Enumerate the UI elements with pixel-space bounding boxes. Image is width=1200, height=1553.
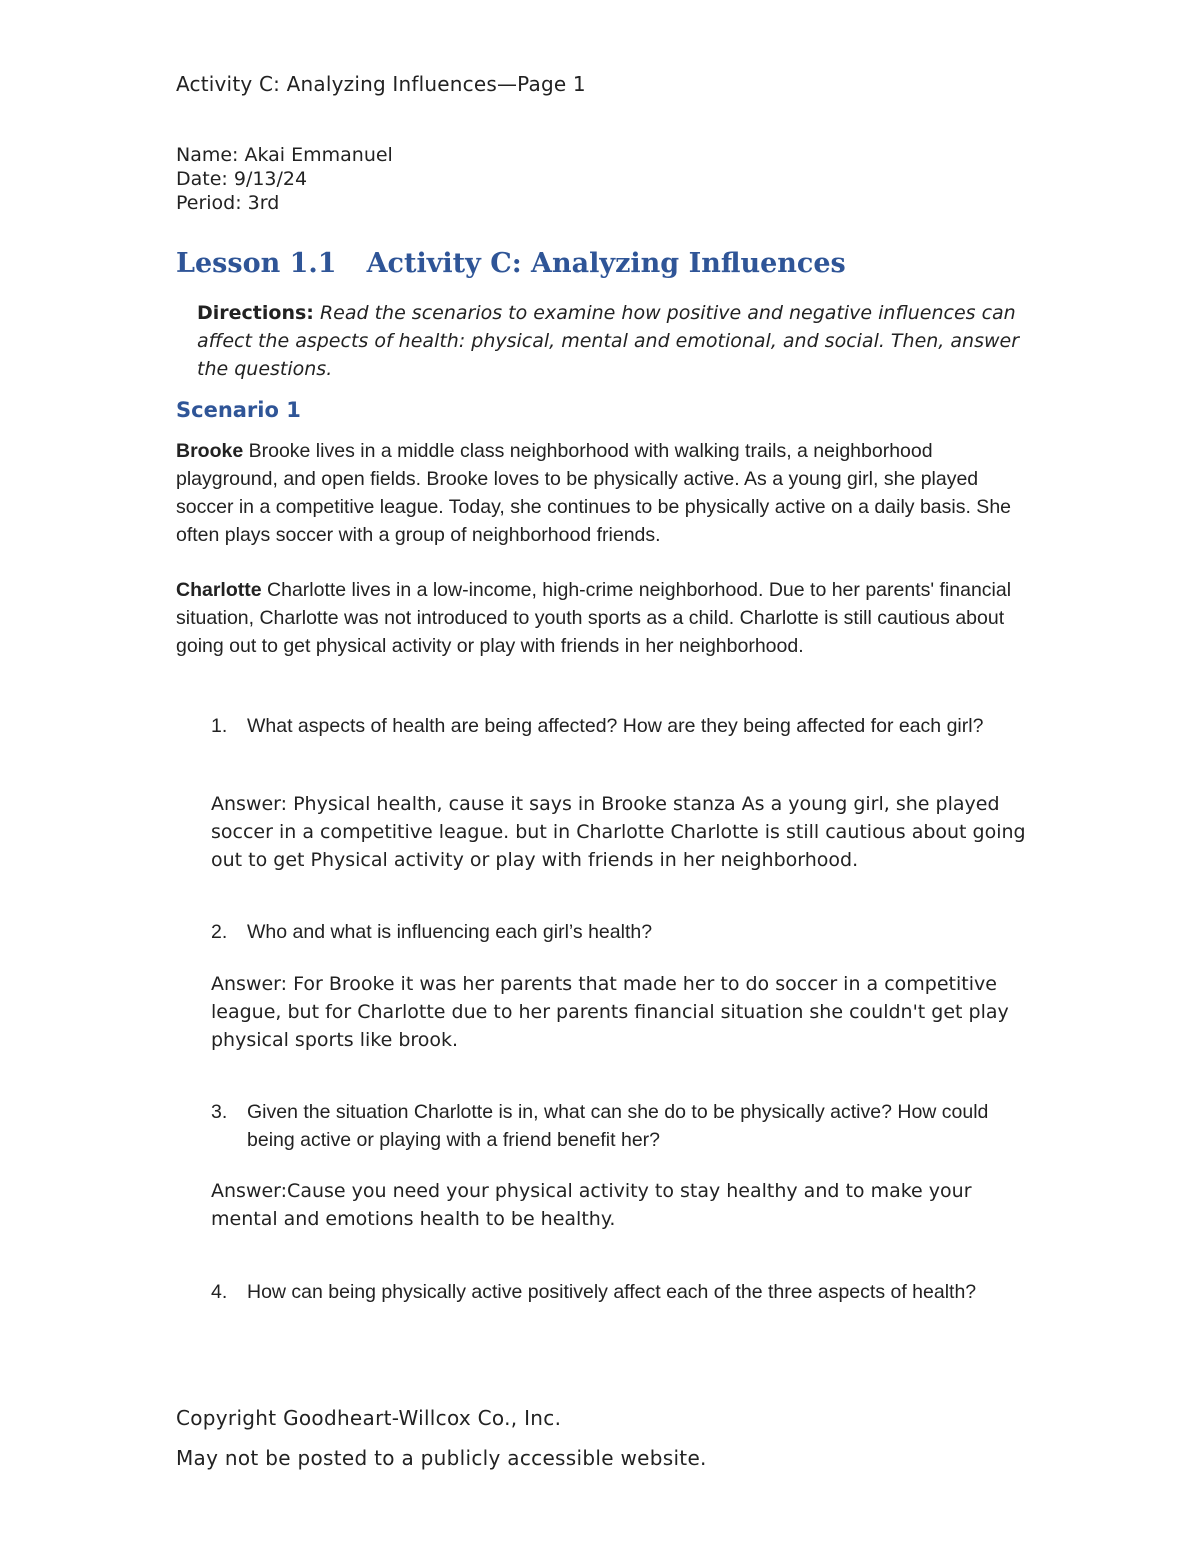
question-number: 1. xyxy=(211,715,228,737)
footer-notice: May not be posted to a publicly accessible website. xyxy=(176,1446,707,1470)
question-text: Who and what is influencing each girl’s health? xyxy=(247,921,653,943)
brooke-name: Brooke xyxy=(176,440,244,462)
directions-text: Read the scenarios to examine how positive and negative influences can affect the aspects of health: physical, mental and emotional, and social. Then, answer the questions. xyxy=(197,302,1020,380)
question-number: 4. xyxy=(211,1281,228,1303)
directions-label: Directions: xyxy=(197,302,314,324)
question-number: 3. xyxy=(211,1101,228,1123)
student-date: Date: 9/13/24 xyxy=(176,168,308,190)
charlotte-name: Charlotte xyxy=(176,579,262,601)
question-4 xyxy=(211,1278,1031,1306)
lesson-title xyxy=(176,248,846,279)
answer-3: Answer:Cause you need your physical activity to stay healthy and to make your mental and emotions health to be healthy. xyxy=(211,1180,972,1230)
question-1 xyxy=(211,712,1031,740)
question-3 xyxy=(211,1098,1031,1154)
answer-1: Answer: Physical health, cause it says in Brooke stanza As a young girl, she played soccer in a competitive league. but in Charlotte Charlotte is still cautious about going out to get Physical activity or play with friends in her neighborhood. xyxy=(211,793,1026,871)
lesson-name: Activity C: Analyzing Influences xyxy=(366,248,846,279)
scenario-title: Scenario 1 xyxy=(176,398,301,422)
question-text: Given the situation Charlotte is in, what can she do to be physically active? How could being active or playing with a friend benefit her? xyxy=(247,1101,989,1151)
answer-2: Answer: For Brooke it was her parents that made her to do soccer in a competitive league, but for Charlotte due to her parents financial situation she couldn't get play physical sports like brook. xyxy=(211,973,1009,1051)
page-header: Activity C: Analyzing Influences—Page 1 xyxy=(176,72,586,96)
student-name: Name: Akai Emmanuel xyxy=(176,144,393,166)
directions xyxy=(197,299,1027,383)
footer-copyright: Copyright Goodheart-Willcox Co., Inc. xyxy=(176,1406,562,1430)
charlotte-text: Charlotte lives in a low-income, high-crime neighborhood. Due to her parents' financial situation, Charlotte was not introduced to youth sports as a child. Charlotte is still cautious about going out to get physical activity or play with friends in her neighborhood. xyxy=(176,579,1012,657)
question-number: 2. xyxy=(211,921,228,943)
brooke-text: Brooke lives in a middle class neighborhood with walking trails, a neighborhood playground, and open fields. Brooke loves to be physically active. As a young girl, she played soccer in a competitive league. Today, she continues to be physically active on a daily basis. She often plays soccer with a group of neighborhood friends. xyxy=(176,440,1012,546)
lesson-number: Lesson 1.1 xyxy=(176,248,337,279)
question-text: What aspects of health are being affected? How are they being affected for each girl? xyxy=(247,715,984,737)
question-text: How can being physically active positively affect each of the three aspects of health? xyxy=(247,1281,977,1303)
charlotte-paragraph xyxy=(176,576,1036,660)
brooke-paragraph xyxy=(176,437,1036,549)
student-info xyxy=(176,143,393,215)
question-2 xyxy=(211,918,1031,946)
student-period: Period: 3rd xyxy=(176,192,280,214)
